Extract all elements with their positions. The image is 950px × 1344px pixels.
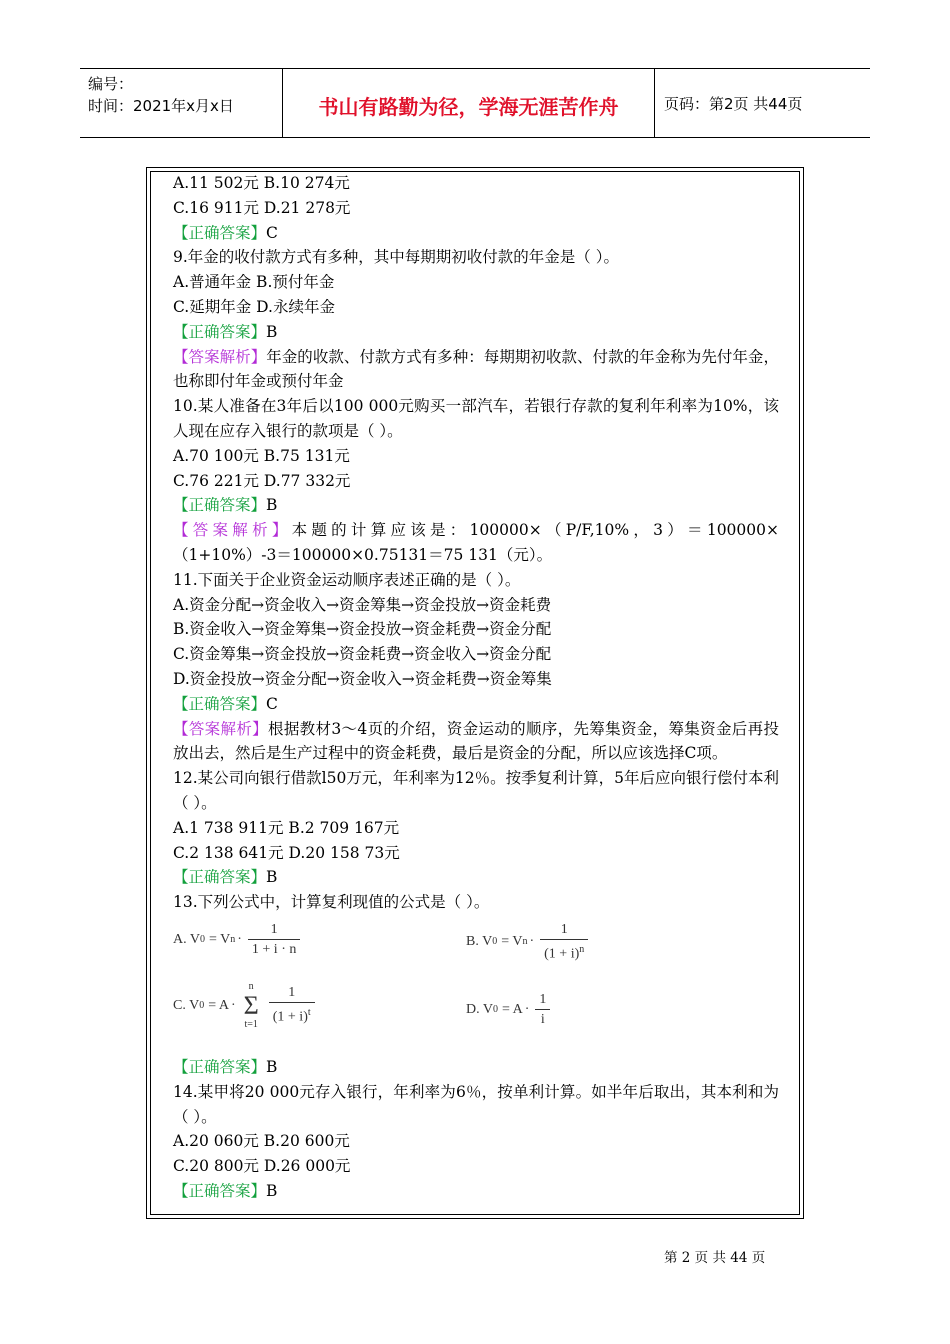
analysis-text: 本题的计算应该是：100000×（P/F,10%，3）＝100000×（1+10%）-3＝100000×0.75131＝75 131（元）。 bbox=[173, 521, 779, 564]
header-divider bbox=[654, 69, 655, 137]
correct-answer bbox=[173, 865, 779, 890]
text-line: B.资金收入→资金筹集→资金投放→资金耗费→资金分配 bbox=[173, 620, 552, 639]
answer-tag: 【正确答案】 bbox=[173, 223, 267, 242]
correct-answer bbox=[173, 692, 779, 717]
header-meta bbox=[88, 73, 278, 117]
correct-answer bbox=[173, 1179, 779, 1204]
answer-tag: 【正确答案】 bbox=[173, 694, 267, 713]
question-lines bbox=[173, 171, 779, 915]
formula-a: A. V 0 = V n · $\frac{1}{1 + i \cdot n}$ bbox=[173, 921, 304, 960]
text-line: C.2 138 641元 D.20 158 73元 bbox=[173, 843, 400, 862]
answer-analysis bbox=[173, 717, 779, 767]
page-footer: 第 2 页 共 44 页 bbox=[664, 1250, 766, 1266]
formula-b: B. V 0 = V n · $\frac{1}{(1 + i)^n}$ bbox=[466, 921, 592, 965]
answer-analysis bbox=[173, 518, 779, 568]
answer-value: B bbox=[266, 496, 278, 515]
question-lines bbox=[173, 1055, 779, 1204]
answer-analysis bbox=[173, 345, 779, 395]
formula-options bbox=[173, 915, 779, 1055]
text-line: A.70 100元 B.75 131元 bbox=[173, 446, 350, 465]
text-line: 12.某公司向银行借款l50万元，年利率为12％。按季复利计算，5年后应向银行偿付本利（ ）。 bbox=[173, 769, 779, 812]
text-line: 9.年金的收付款方式有多种，其中每期期初收付款的年金是（ ）。 bbox=[173, 248, 619, 267]
analysis-text: 根据教材3～4页的介绍，资金运动的顺序，先筹集资金，筹集资金后再投放出去，然后是生产过程中的资金耗费，最后是资金的分配，所以应该选择C项。 bbox=[173, 719, 779, 763]
answer-tag: 【正确答案】 bbox=[173, 1057, 267, 1076]
text-line: D.资金投放→资金分配→资金收入→资金耗费→资金筹集 bbox=[173, 669, 552, 688]
answer-value: B bbox=[266, 1181, 278, 1200]
analysis-tag: 【答案解析】 bbox=[173, 347, 267, 366]
analysis-tag: 【答案解析】 bbox=[173, 521, 292, 540]
question-content bbox=[173, 171, 779, 1204]
header-motto: 书山有路勤为径，学海无涯苦作舟 bbox=[318, 95, 619, 119]
correct-answer bbox=[173, 493, 779, 518]
correct-answer bbox=[173, 221, 779, 246]
answer-value: B bbox=[266, 868, 278, 887]
text-line: C.20 800元 D.26 000元 bbox=[173, 1157, 351, 1176]
text-line: A.1 738 911元 B.2 709 167元 bbox=[173, 818, 400, 837]
text-line: 13.下列公式中，计算复利现值的公式是（ ）。 bbox=[173, 893, 490, 912]
answer-value: B bbox=[266, 322, 278, 341]
text-line: C.资金筹集→资金投放→资金耗费→资金收入→资金分配 bbox=[173, 645, 552, 664]
text-line: 10.某人准备在3年后以100 000元购买一部汽车，若银行存款的复利年利率为10%，该人现在应存入银行的款项是（ ）。 bbox=[173, 397, 779, 440]
answer-tag: 【正确答案】 bbox=[173, 322, 267, 341]
answer-tag: 【正确答案】 bbox=[173, 1181, 267, 1200]
text-line: 14.某甲将20 000元存入银行，年利率为6％，按单利计算。如半年后取出，其本利和为（ ）。 bbox=[173, 1082, 779, 1126]
page-header bbox=[80, 68, 870, 138]
analysis-tag: 【答案解析】 bbox=[173, 719, 269, 738]
correct-answer bbox=[173, 320, 779, 345]
answer-value: C bbox=[266, 223, 278, 242]
formula-d: D. V 0 = A · $\frac{1}{i}$ bbox=[466, 991, 554, 1030]
text-line: A.11 502元 B.10 274元 bbox=[173, 174, 350, 192]
formula-c: C. V 0 = A · n Σ t=1 $\frac{1}{(1 + i)^t}$ bbox=[173, 981, 319, 1031]
text-line: A.普通年金 B.预付年金 bbox=[173, 273, 335, 292]
correct-answer bbox=[173, 1055, 779, 1080]
text-line: C.延期年金 D.永续年金 bbox=[173, 297, 335, 316]
header-date: 时间：2021年x月x日 bbox=[88, 97, 234, 115]
answer-tag: 【正确答案】 bbox=[173, 868, 267, 887]
text-line: C.76 221元 D.77 332元 bbox=[173, 471, 351, 490]
sigma-symbol: n Σ t=1 bbox=[243, 980, 259, 1030]
answer-value: C bbox=[266, 694, 278, 713]
header-number: 编号： bbox=[88, 75, 134, 93]
analysis-text: 年金的收款、付款方式有多种：每期期初收款、付款的年金称为先付年金，也称即付年金或预付年金 bbox=[173, 347, 779, 391]
header-page-number: 页码：第2页 共44页 bbox=[664, 95, 803, 113]
text-line: C.16 911元 D.21 278元 bbox=[173, 198, 351, 217]
text-line: 11.下面关于企业资金运动顺序表述正确的是（ ）。 bbox=[173, 570, 521, 589]
text-line: A.20 060元 B.20 600元 bbox=[173, 1132, 350, 1151]
text-line: A.资金分配→资金收入→资金筹集→资金投放→资金耗费 bbox=[173, 595, 552, 614]
answer-value: B bbox=[266, 1057, 278, 1076]
answer-tag: 【正确答案】 bbox=[173, 496, 267, 515]
